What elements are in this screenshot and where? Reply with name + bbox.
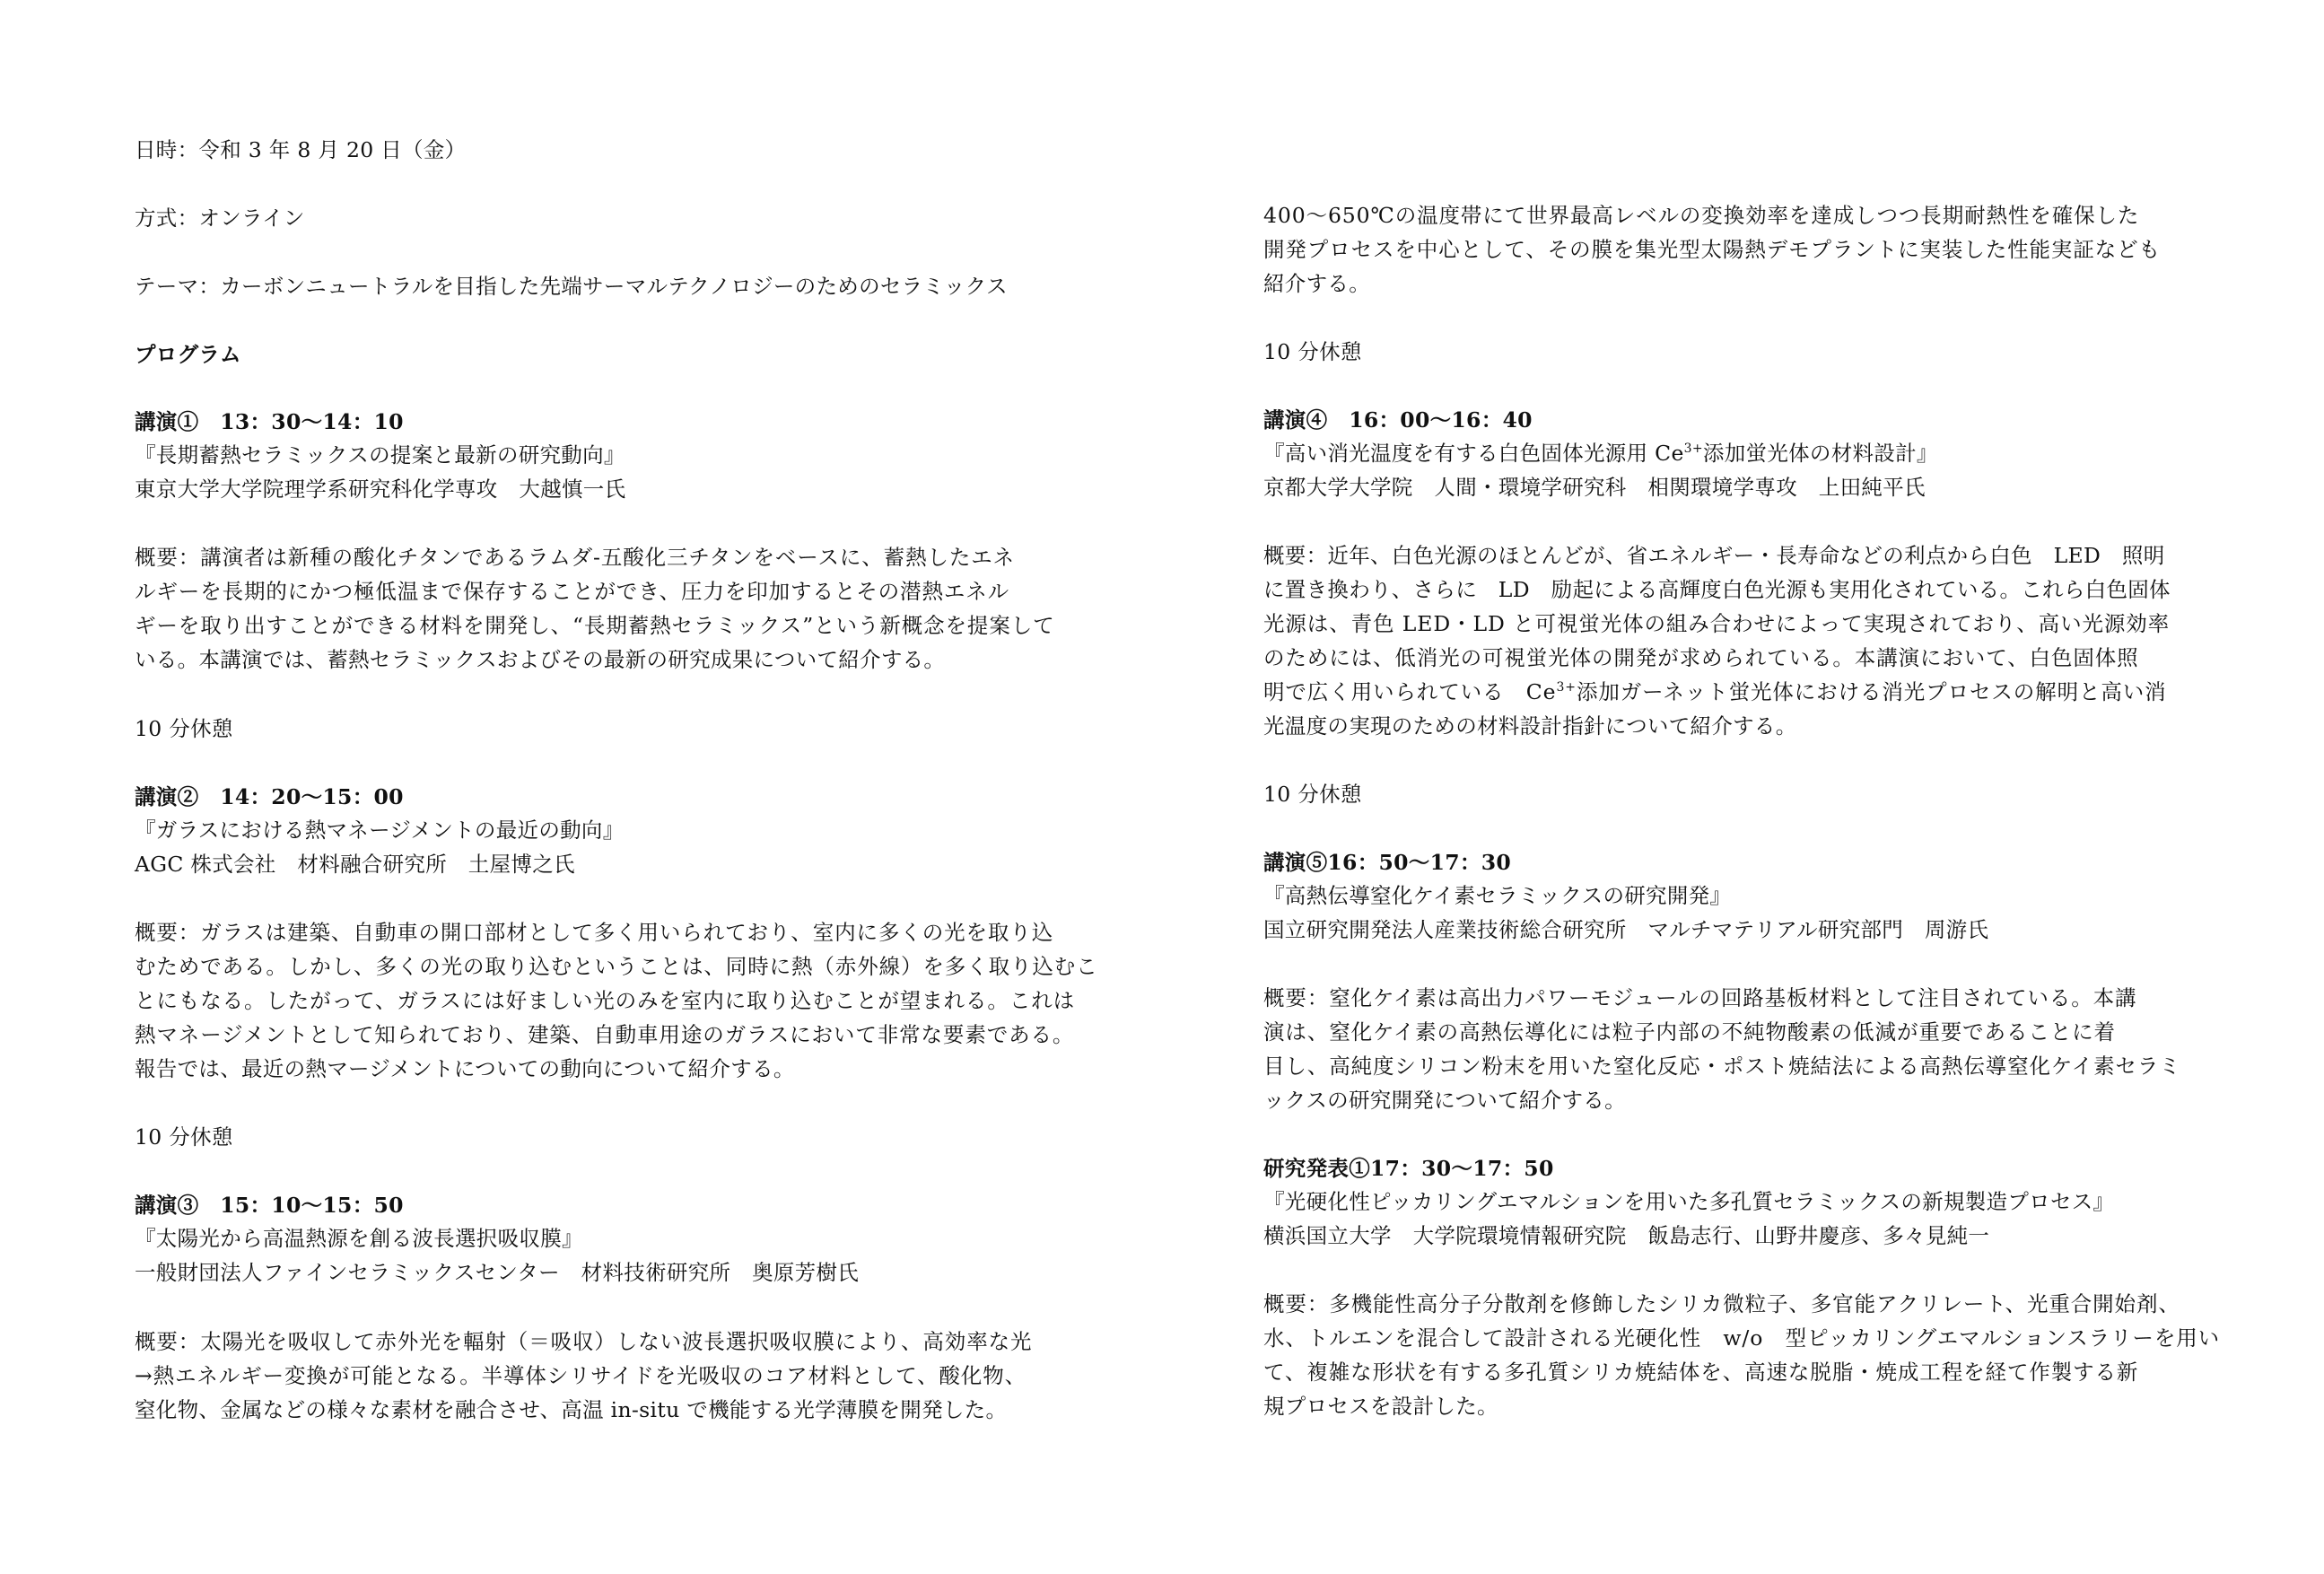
talk4-abstract-line: のためには、低消光の可視蛍光体の開発が求められている。本講演において、白色固体照 (1263, 645, 2139, 670)
talk4-title (1263, 440, 1938, 467)
talk3-title: 『太陽光から高温熱源を創る波長選択吸収膜』 (135, 1226, 583, 1251)
talk1-abstract-line: ギーを取り出すことができる材料を開発し、“長期蓄熱セラミックス”という新概念を提案して (135, 613, 1055, 638)
talk4-speaker: 京都大学大学院 人間・環境学研究科 相関環境学専攻 上田純平氏 (1263, 475, 1926, 500)
talk2-abstract-line: 報告では、最近の熱マージメントについての動向について紹介する。 (135, 1056, 795, 1081)
talk4-title-part: 『高い消光温度を有する白色固体光源用 Ce (1263, 441, 1684, 466)
research1-heading: 研究発表①17：30〜17：50 (1263, 1156, 1554, 1181)
talk5-title: 『高熱伝導窒化ケイ素セラミックスの研究開発』 (1263, 883, 1732, 908)
talk2-title: 『ガラスにおける熱マネージメントの最近の動向』 (135, 818, 625, 843)
talk5-abstract-line: 演は、窒化ケイ素の高熱伝導化には粒子内部の不純物酸素の低減が重要であることに着 (1263, 1019, 2116, 1045)
break-2: 10 分休憩 (135, 1124, 233, 1150)
break-1: 10 分休憩 (135, 716, 233, 741)
talk5-abstract-line: ックスの研究開発について紹介する。 (1263, 1088, 1626, 1113)
research1-abstract-line: て、複雑な形状を有する多孔質シリカ焼結体を、高速な脱脂・焼成工程を経て作製する新 (1263, 1360, 2139, 1385)
talk1-speaker: 東京大学大学院理学系研究科化学専攻 大越慎一氏 (135, 477, 626, 502)
talk5-heading: 講演⑤16：50〜17：30 (1263, 850, 1512, 875)
research1-abstract-line: 水、トルエンを混合して設計される光硬化性 w/o 型ピッカリングエマルションスラリーを用い (1263, 1325, 2221, 1351)
talk5-speaker: 国立研究開発法人産業技術総合研究所 マルチマテリアル研究部門 周游氏 (1263, 917, 1989, 942)
event-theme: テーマ：カーボンニュートラルを目指した先端サーマルテクノロジーのためのセラミックス (135, 274, 1008, 299)
talk4-abstract-line: 光源は、青色 LED・LD と可視蛍光体の組み合わせによって実現されており、高い光源効率 (1263, 611, 2171, 636)
talk2-abstract-line: むためである。しかし、多くの光の取り込むということは、同時に熱（赤外線）を多く取り込むこ (135, 954, 1098, 979)
event-method: 方式：オンライン (135, 205, 305, 231)
talk3-heading: 講演③ 15：10〜15：50 (135, 1193, 404, 1218)
talk2-speaker: AGC 株式会社 材料融合研究所 土屋博之氏 (135, 852, 575, 877)
talk1-title: 『長期蓄熱セラミックスの提案と最新の研究動向』 (135, 442, 625, 468)
talk4-abstract-line (1263, 678, 2167, 705)
talk4-heading: 講演④ 16：00〜16：40 (1263, 407, 1533, 433)
talk1-abstract-line: 概要：講演者は新種の酸化チタンであるラムダ-五酸化三チタンをベースに、蓄熱したエネ (135, 545, 1016, 570)
talk3-abstract-continued-line: 400〜650℃の温度帯にて世界最高レベルの変換効率を達成しつつ長期耐熱性を確保した (1263, 203, 2140, 228)
break-3: 10 分休憩 (1263, 339, 1362, 364)
program-heading: プログラム (135, 342, 241, 367)
talk1-abstract-line: いる。本講演では、蓄熱セラミックスおよびその最新の研究成果について紹介する。 (135, 647, 946, 672)
talk2-abstract-line: とにもなる。したがって、ガラスには好ましい光のみを室内に取り込むことが望まれる。これは (135, 988, 1076, 1013)
talk4-abstract-part: 添加ガーネット蛍光体における消光プロセスの解明と高い消 (1576, 679, 2167, 704)
talk3-abstract-line: →熱エネルギー変換が可能となる。半導体シリサイドを光吸収のコア材料として、酸化物、 (135, 1363, 1027, 1388)
talk2-heading: 講演② 14：20〜15：00 (135, 784, 404, 809)
talk2-abstract-line: 熱マネージメントとして知られており、建築、自動車用途のガラスにおいて非常な要素である。 (135, 1022, 1075, 1047)
research1-abstract-line: 概要：多機能性高分子分散剤を修飾したシリカ微粒子、多官能アクリレート、光重合開始剤、 (1263, 1291, 2180, 1316)
talk4-abstract-part: 明で広く用いられている Ce (1263, 679, 1557, 704)
talk5-abstract-line: 概要：窒化ケイ素は高出力パワーモジュールの回路基板材料として注目されている。本講 (1263, 985, 2137, 1010)
talk2-abstract-line: 概要：ガラスは建築、自動車の開口部材として多く用いられており、室内に多くの光を取り込 (135, 920, 1054, 945)
talk4-title-superscript: 3+ (1683, 442, 1703, 456)
talk4-abstract-superscript: 3+ (1556, 680, 1577, 695)
talk4-title-part: 添加蛍光体の材料設計』 (1702, 441, 1938, 466)
break-4: 10 分休憩 (1263, 782, 1362, 807)
talk1-heading: 講演① 13：30〜14：10 (135, 409, 404, 434)
talk4-abstract-line: 概要：近年、白色光源のほとんどが、省エネルギー・長寿命などの利点から白色 LED 照明 (1263, 543, 2165, 568)
talk3-abstract-continued-line: 紹介する。 (1263, 271, 1370, 296)
talk3-abstract-continued-line: 開発プロセスを中心として、その膜を集光型太陽熱デモプラントに実装した性能実証なども (1263, 237, 2161, 262)
event-date: 日時：令和 3 年 8 月 20 日（金） (135, 137, 467, 162)
talk4-abstract-line: に置き換わり、さらに LD 励起による高輝度白色光源も実用化されている。これら白色固体 (1263, 577, 2171, 602)
talk1-abstract-line: ルギーを長期的にかつ極低温まで保存することができ、圧力を印加するとその潜熱エネル (135, 579, 1010, 604)
talk3-abstract-line: 窒化物、金属などの様々な素材を融合させ、高温 in-situ で機能する光学薄膜を開発した。 (135, 1397, 1008, 1422)
research1-abstract-line: 規プロセスを設計した。 (1263, 1394, 1498, 1419)
talk5-abstract-line: 目し、高純度シリコン粉末を用いた窒化反応・ポスト焼結法による高熱伝導窒化ケイ素セラミ (1263, 1054, 2181, 1079)
research1-speaker: 横浜国立大学 大学院環境情報研究院 飯島志行、山野井慶彦、多々見純一 (1263, 1223, 1990, 1248)
talk4-abstract-line: 光温度の実現のための材料設計指針について紹介する。 (1263, 713, 1797, 739)
talk3-abstract-line: 概要：太陽光を吸収して赤外光を輻射（＝吸収）しない波長選択吸収膜により、高効率な光 (135, 1329, 1033, 1354)
talk3-speaker: 一般財団法人ファインセラミックスセンター 材料技術研究所 奥原芳樹氏 (135, 1260, 860, 1285)
research1-title: 『光硬化性ピッカリングエマルションを用いた多孔質セラミックスの新規製造プロセス』 (1263, 1189, 2115, 1214)
